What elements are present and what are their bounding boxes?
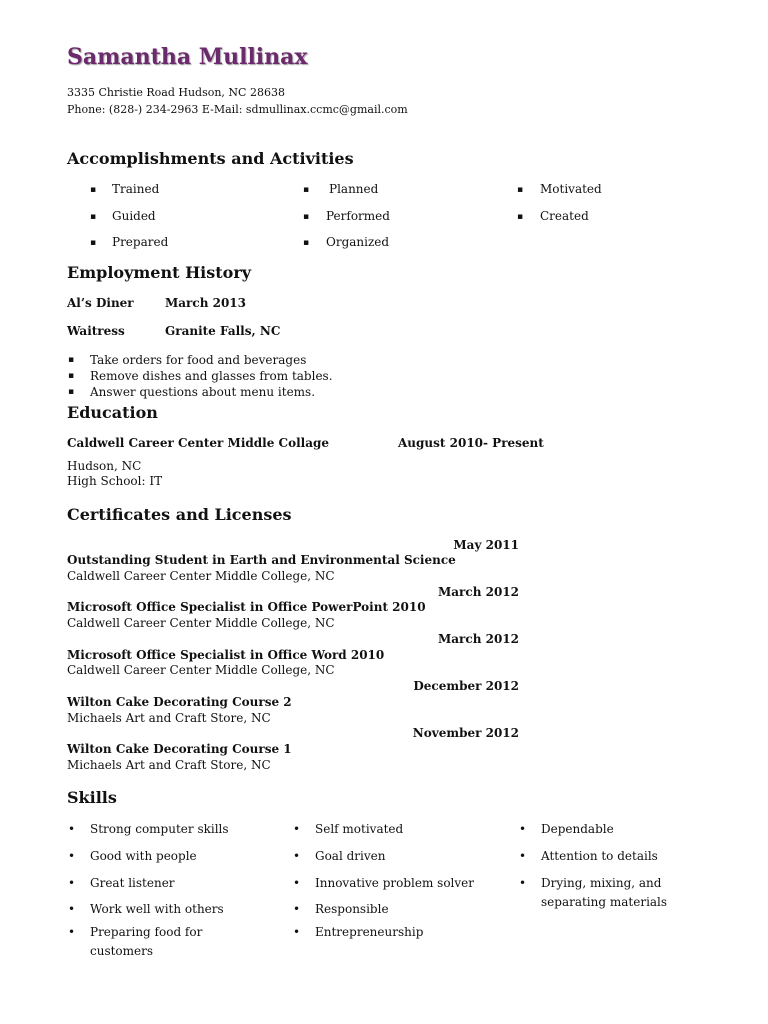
accomplishment-item: Motivated <box>540 182 602 196</box>
job-title: Waitress <box>67 324 125 338</box>
square-bullet-icon: ▪ <box>68 355 75 365</box>
skill-item: Goal driven <box>315 849 386 863</box>
skill-item: Drying, mixing, and <box>541 876 662 890</box>
job-location: Granite Falls, NC <box>165 324 281 338</box>
certificate-issuer: Caldwell Career Center Middle College, NC <box>67 569 335 583</box>
certificate-date: March 2012 <box>438 632 519 646</box>
certificate-title: Outstanding Student in Earth and Environmental Science <box>67 553 456 567</box>
square-bullet-icon: ▪ <box>517 185 524 195</box>
certificate-date: December 2012 <box>413 679 519 693</box>
accomplishment-item: Prepared <box>112 235 169 249</box>
round-bullet-icon: • <box>68 902 76 916</box>
duty-item: Answer questions about menu items. <box>90 385 316 399</box>
certificate-date: May 2011 <box>453 538 519 552</box>
skill-item: Entrepreneurship <box>315 925 424 939</box>
skill-item-continued: customers <box>90 944 154 958</box>
skill-item: Preparing food for <box>90 925 203 939</box>
employment-date: March 2013 <box>165 296 246 310</box>
education-dates: August 2010- Present <box>398 436 544 450</box>
round-bullet-icon: • <box>293 902 301 916</box>
certificate-date: November 2012 <box>412 726 519 740</box>
round-bullet-icon: • <box>293 849 301 863</box>
school-program: High School: IT <box>67 474 163 488</box>
square-bullet-icon: ▪ <box>303 212 310 222</box>
accomplishment-item: Created <box>540 209 589 223</box>
square-bullet-icon: ▪ <box>90 238 97 248</box>
school-city: Hudson, NC <box>67 459 142 473</box>
resume-name: Samantha Mullinax <box>67 44 308 70</box>
accomplishment-item: Trained <box>112 182 160 196</box>
round-bullet-icon: • <box>293 876 301 890</box>
skill-item: Good with people <box>90 849 197 863</box>
certificates-heading: Certificates and Licenses <box>67 505 292 524</box>
employer-name: Al’s Diner <box>67 296 134 310</box>
round-bullet-icon: • <box>293 822 301 836</box>
skill-item: Attention to details <box>541 849 658 863</box>
square-bullet-icon: ▪ <box>303 185 310 195</box>
round-bullet-icon: • <box>68 876 76 890</box>
round-bullet-icon: • <box>519 876 527 890</box>
square-bullet-icon: ▪ <box>517 212 524 222</box>
certificate-issuer: Michaels Art and Craft Store, NC <box>67 711 271 725</box>
accomplishment-item: Performed <box>326 209 390 223</box>
round-bullet-icon: • <box>519 849 527 863</box>
round-bullet-icon: • <box>68 849 76 863</box>
employment-heading: Employment History <box>67 263 252 282</box>
certificate-issuer: Michaels Art and Craft Store, NC <box>67 758 271 772</box>
round-bullet-icon: • <box>68 822 76 836</box>
square-bullet-icon: ▪ <box>68 371 75 381</box>
contact-line: Phone: (828-) 234-2963 E-Mail: sdmullinax.ccmc@gmail.com <box>67 103 408 116</box>
round-bullet-icon: • <box>293 925 301 939</box>
accomplishment-item: Guided <box>112 209 156 223</box>
duty-item: Take orders for food and beverages <box>90 353 307 367</box>
square-bullet-icon: ▪ <box>90 185 97 195</box>
round-bullet-icon: • <box>68 925 76 939</box>
skill-item: Dependable <box>541 822 614 836</box>
accomplishments-heading: Accomplishments and Activities <box>67 149 354 168</box>
certificate-title: Wilton Cake Decorating Course 2 <box>67 695 292 709</box>
education-heading: Education <box>67 403 158 422</box>
certificate-date: March 2012 <box>438 585 519 599</box>
certificate-issuer: Caldwell Career Center Middle College, NC <box>67 616 335 630</box>
school-name: Caldwell Career Center Middle Collage <box>67 436 330 450</box>
skill-item: Responsible <box>315 902 389 916</box>
skills-heading: Skills <box>67 788 117 807</box>
certificate-title: Microsoft Office Specialist in Office PowerPoint 2010 <box>67 600 426 614</box>
square-bullet-icon: ▪ <box>90 212 97 222</box>
skill-item: Self motivated <box>315 822 404 836</box>
address-line: 3335 Christie Road Hudson, NC 28638 <box>67 86 285 99</box>
accomplishment-item: Organized <box>326 235 390 249</box>
duty-item: Remove dishes and glasses from tables. <box>90 369 333 383</box>
certificate-issuer: Caldwell Career Center Middle College, NC <box>67 663 335 677</box>
square-bullet-icon: ▪ <box>303 238 310 248</box>
skill-item: Innovative problem solver <box>315 876 475 890</box>
skill-item-continued: separating materials <box>541 895 668 909</box>
round-bullet-icon: • <box>519 822 527 836</box>
certificate-title: Microsoft Office Specialist in Office Word 2010 <box>67 648 385 662</box>
accomplishment-item: Planned <box>329 182 379 196</box>
certificate-title: Wilton Cake Decorating Course 1 <box>67 742 292 756</box>
skill-item: Great listener <box>90 876 175 890</box>
square-bullet-icon: ▪ <box>68 387 75 397</box>
skill-item: Work well with others <box>90 902 224 916</box>
skill-item: Strong computer skills <box>90 822 229 836</box>
